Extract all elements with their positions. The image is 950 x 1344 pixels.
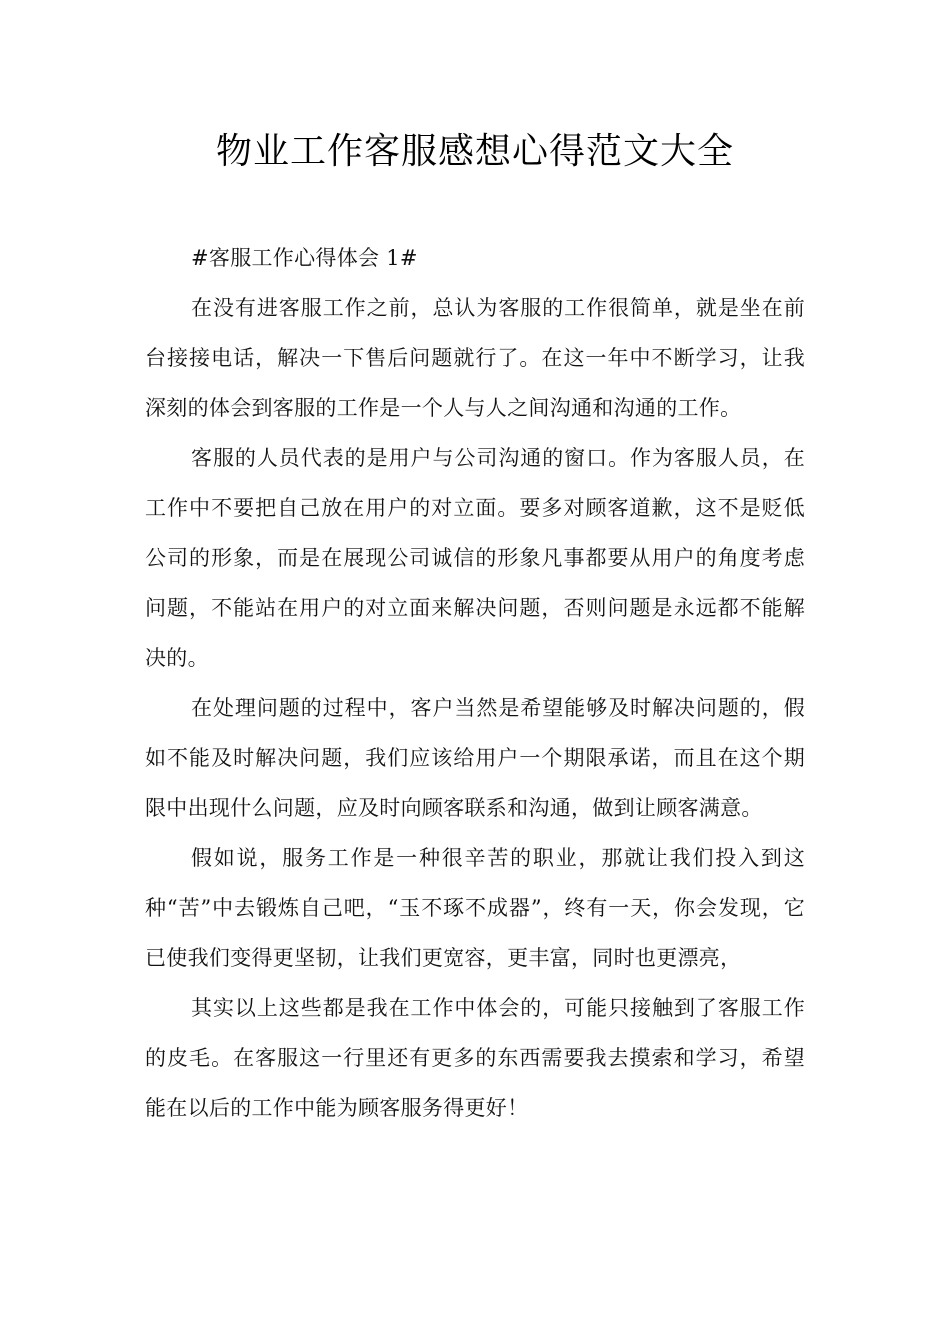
document-title: 物业工作客服感想心得范文大全 (215, 131, 734, 172)
paragraph: 在处理问题的过程中，客户当然是希望能够及时解决问题的，假如不能及时解决问题，我们应该给用户一个期限承诺，而且在这个期限中出现什么问题，应及时向顾客联系和沟通，做到让顾客满意。 (145, 696, 805, 820)
paragraph: 其实以上这些都是我在工作中体会的，可能只接触到了客服工作的皮毛。在客服这一行里还有更多的东西需要我去摸索和学习，希望能在以后的工作中能为顾客服务得更好！ (145, 996, 805, 1120)
document-body (145, 233, 805, 1133)
paragraph: 在没有进客服工作之前，总认为客服的工作很简单，就是坐在前台接接电话，解决一下售后问题就行了。在这一年中不断学习，让我深刻的体会到客服的工作是一个人与人之间沟通和沟通的工作。 (145, 296, 805, 420)
paragraph: 客服的人员代表的是用户与公司沟通的窗口。作为客服人员，在工作中不要把自己放在用户的对立面。要多对顾客道歉，这不是贬低公司的形象，而是在展现公司诚信的形象凡事都要从用户的角度考虑问题，不能站在用户的对立面来解决问题，否则问题是永远都不能解决的。 (145, 446, 805, 670)
section-heading: #客服工作心得体会 1# (191, 246, 418, 270)
paragraph: 假如说，服务工作是一种很辛苦的职业，那就让我们投入到这种“苦”中去锻炼自己吧，“玉不琢不成器”，终有一天，你会发现，它已使我们变得更坚韧，让我们更宽容，更丰富，同时也更漂亮， (145, 846, 805, 970)
